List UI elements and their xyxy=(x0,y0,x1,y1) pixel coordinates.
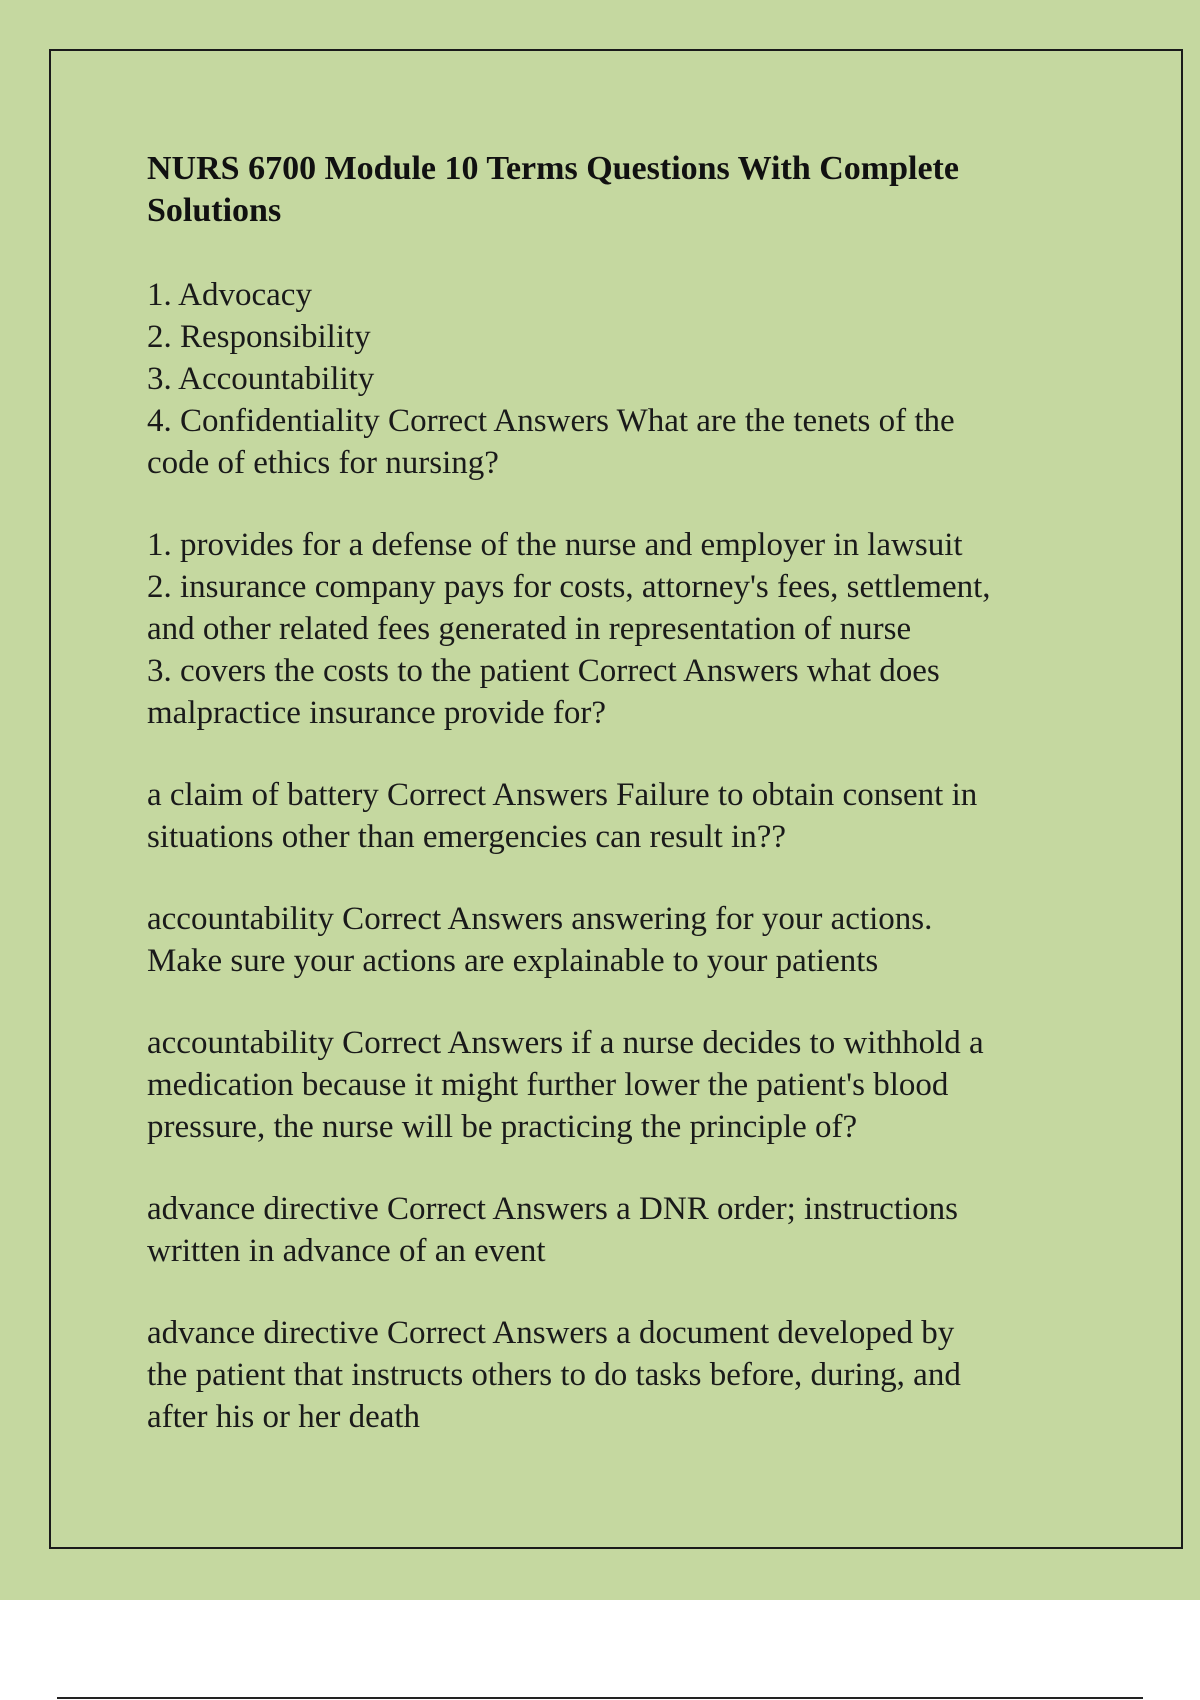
qa-block-malpractice-insurance xyxy=(147,524,1137,734)
qa-line: 1. Advocacy xyxy=(147,277,312,313)
qa-line: 1. provides for a defense of the nurse and employer in lawsuit xyxy=(147,527,963,563)
qa-line: advance directive Correct Answers a document developed by xyxy=(147,1315,955,1351)
qa-line: accountability Correct Answers answering for your actions. xyxy=(147,901,933,937)
document-title xyxy=(147,148,1137,232)
qa-line: 2. Responsibility xyxy=(147,319,371,355)
qa-block-code-of-ethics xyxy=(147,274,1137,484)
qa-block-claim-of-battery xyxy=(147,774,1137,858)
qa-line: medication because it might further lower the patient's blood xyxy=(147,1067,949,1103)
qa-line: 3. Accountability xyxy=(147,361,375,397)
qa-line: situations other than emergencies can result in?? xyxy=(147,819,787,855)
qa-block-advance-directive-1 xyxy=(147,1188,1137,1272)
qa-line: code of ethics for nursing? xyxy=(147,445,499,481)
qa-line: malpractice insurance provide for? xyxy=(147,695,607,731)
document-body xyxy=(147,148,1137,1478)
qa-line: a claim of battery Correct Answers Failure to obtain consent in xyxy=(147,777,978,813)
qa-line: accountability Correct Answers if a nurse decides to withhold a xyxy=(147,1025,984,1061)
qa-line: 3. covers the costs to the patient Correct Answers what does xyxy=(147,653,940,689)
qa-line: written in advance of an event xyxy=(147,1233,546,1269)
qa-line: advance directive Correct Answers a DNR order; instructions xyxy=(147,1191,958,1227)
qa-line: the patient that instructs others to do tasks before, during, and xyxy=(147,1357,961,1393)
qa-block-advance-directive-2 xyxy=(147,1312,1137,1438)
qa-line: 2. insurance company pays for costs, attorney's fees, settlement, xyxy=(147,569,991,605)
qa-line: after his or her death xyxy=(147,1399,421,1435)
qa-line: pressure, the nurse will be practicing the principle of? xyxy=(147,1109,858,1145)
qa-line: Make sure your actions are explainable to your patients xyxy=(147,943,879,979)
qa-line: and other related fees generated in representation of nurse xyxy=(147,611,912,647)
content-frame xyxy=(49,49,1183,1549)
title-line: Solutions xyxy=(147,192,282,229)
qa-block-accountability-2 xyxy=(147,1022,1137,1148)
title-line: NURS 6700 Module 10 Terms Questions With Complete xyxy=(147,150,959,187)
qa-block-accountability-1 xyxy=(147,898,1137,982)
qa-line: 4. Confidentiality Correct Answers What are the tenets of the xyxy=(147,403,955,439)
footer-divider xyxy=(57,1697,1143,1699)
